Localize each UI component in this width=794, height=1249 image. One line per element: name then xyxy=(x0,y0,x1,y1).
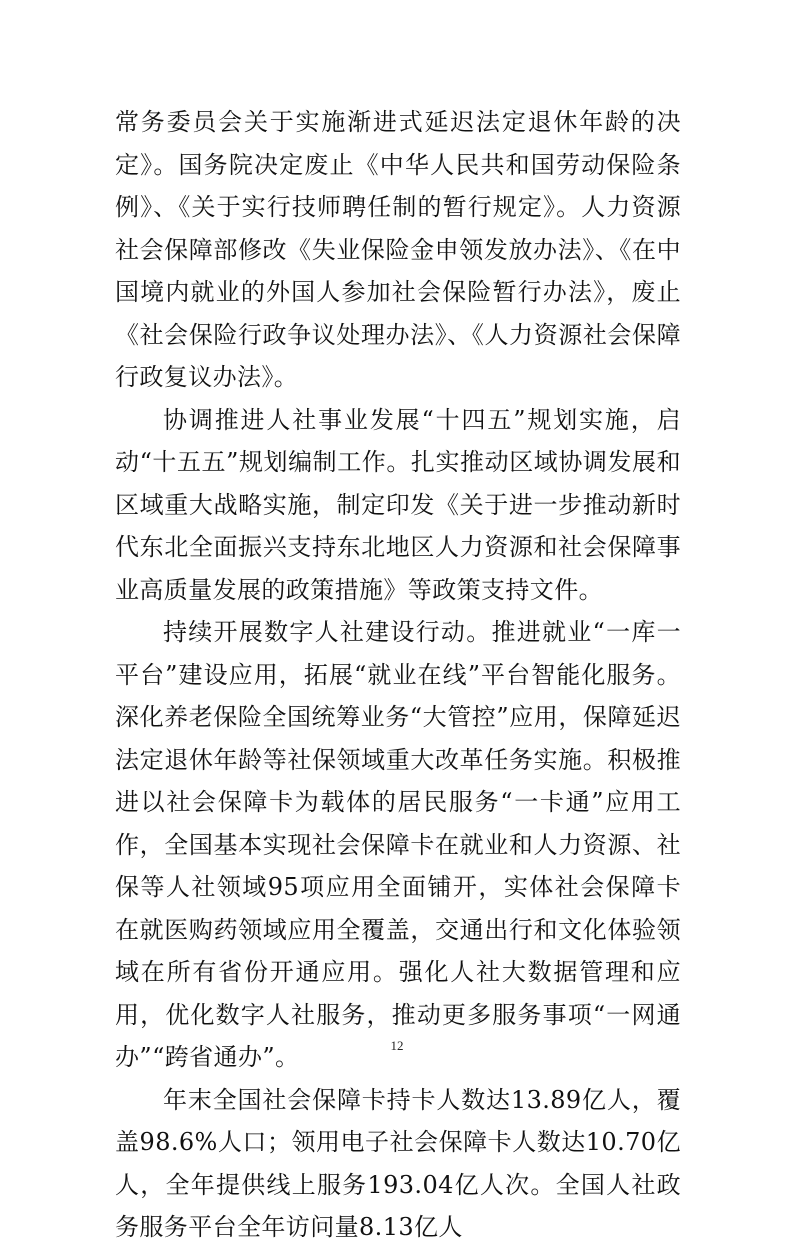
paragraph-social-security-card: 年末全国社会保障卡持卡人数达13.89亿人，覆盖98.6%人口；领用电子社会保障卡人数达10.70亿人，全年提供线上服务193.04亿人次。全国人社政务服务平台全年访问量8.13亿人 xyxy=(115,1085,681,1241)
paragraph-digital-hrss: 持续开展数字人社建设行动。推进就业“一库一平台”建设应用，拓展“就业在线”平台智能化服务。深化养老保险全国统筹业务“大管控”应用，保障延迟法定退休年龄等社保领域重大改革任务实施。积极推进以社会保障卡为载体的居民服务“一卡通”应用工作，全国基本实现社会保障卡在就业和人力资源、社保等人社领域95项应用全面铺开，实体社会保障卡在就医购药领域应用全覆盖，交通出行和文化体验领域在所有省份开通应用。强化人社大数据管理和应用，优化数字人社服务，推动更多服务事项“一网通办”“跨省通办”。 xyxy=(115,618,681,1071)
paragraph-planning: 协调推进人社事业发展“十四五”规划实施，启动“十五五”规划编制工作。扎实推动区域协调发展和区域重大战略实施，制定印发《关于进一步推动新时代东北全面振兴支持东北地区人力资源和社会保障事业高质量发展的政策措施》等政策支持文件。 xyxy=(115,405,681,604)
paragraph-legislation: 常务委员会关于实施渐进式延迟法定退休年龄的决定》。国务院决定废止《中华人民共和国劳动保险条例》、《关于实行技师聘任制的暂行规定》。人力资源社会保障部修改《失业保险金申领发放办法》、《在中国境内就业的外国人参加社会保险暂行办法》，废止《社会保险行政争议处理办法》、《人力资源社会保障行政复议办法》。 xyxy=(115,108,681,391)
body-text xyxy=(115,101,681,1249)
page-number: 12 xyxy=(390,1038,404,1053)
